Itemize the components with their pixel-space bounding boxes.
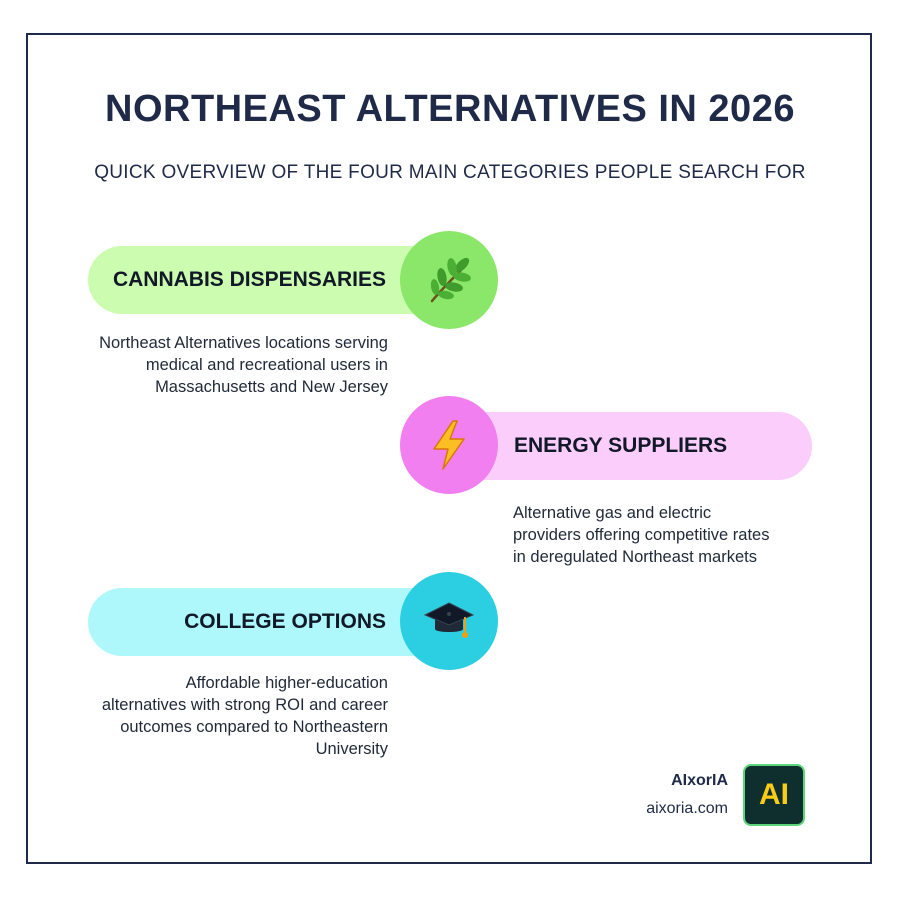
brand-logo-icon: AI [743,764,805,826]
page-title: NORTHEAST ALTERNATIVES IN 2026 [105,88,795,130]
brand-url[interactable]: aixoria.com [646,800,728,817]
category-icon-circle-energy [400,396,498,494]
lightning-icon [426,419,472,471]
category-description-energy: Alternative gas and electric providers offering competitive rates in deregulated Northeast markets [513,504,770,566]
brand-name: AIxorIA [671,772,728,789]
category-icon-circle-college [400,572,498,670]
category-pill-college [88,588,448,656]
category-label: COLLEGE OPTIONS [184,610,386,633]
category-description-college: Affordable higher-education alternatives with strong ROI and career outcomes compared to Northeastern University [101,674,388,758]
category-label: ENERGY SUPPLIERS [514,434,728,457]
leaf-icon [422,253,476,307]
category-label: CANNABIS DISPENSARIES [112,268,386,291]
category-description-cannabis: Northeast Alternatives locations serving medical and recreational users in Massachusetts and New Jersey [99,334,388,396]
category-pill-energy [448,412,812,480]
category-icon-circle-cannabis [400,231,498,329]
graduation-cap-icon [421,593,477,649]
page-subtitle: QUICK OVERVIEW OF THE FOUR MAIN CATEGORIES PEOPLE SEARCH FOR [94,162,806,183]
category-pill-cannabis [88,246,448,314]
